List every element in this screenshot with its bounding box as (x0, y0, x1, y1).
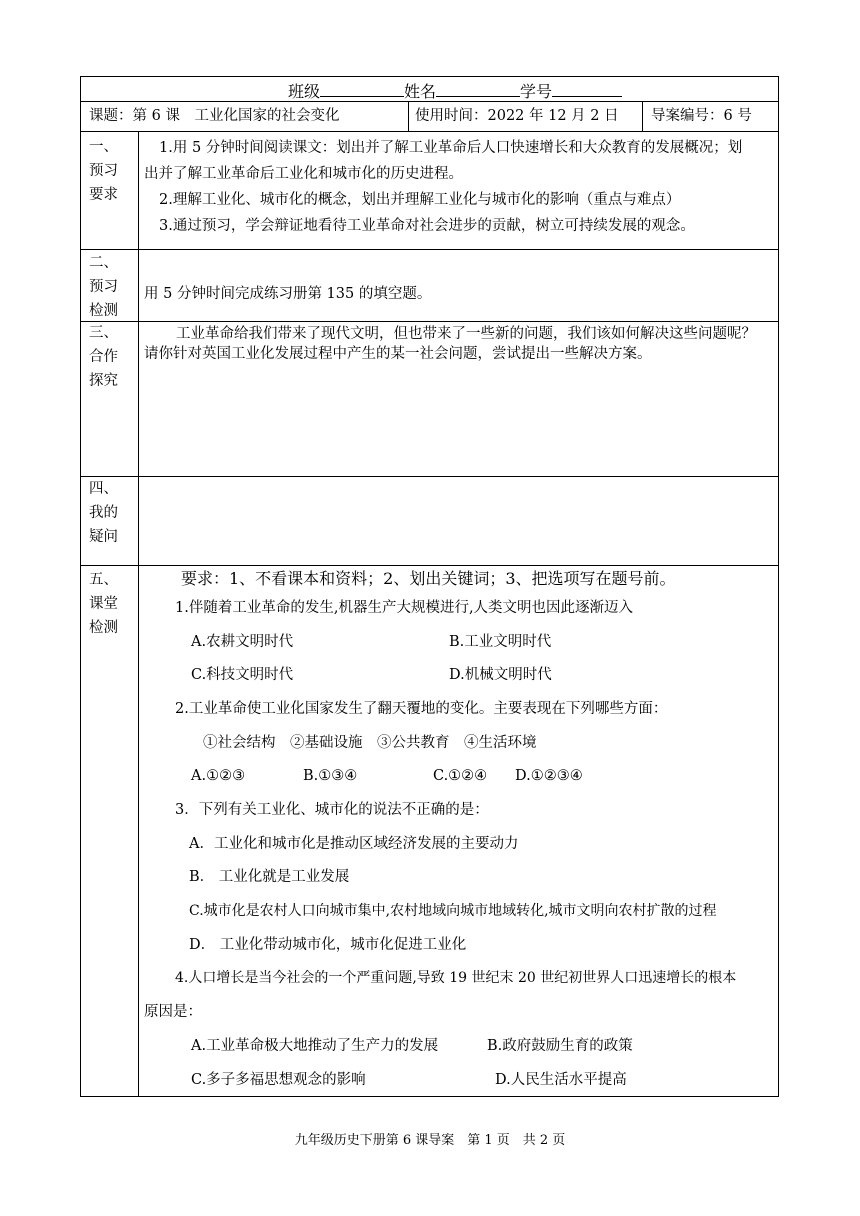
q1-option-c: C.科技文明时代 (191, 667, 294, 683)
q1-option-b: B.工业文明时代 (449, 634, 552, 650)
question-4-stem-cont: 原因是： (144, 1004, 202, 1020)
question-3-stem: 3．下列有关工业化、城市化的说法不正确的是： (175, 802, 489, 818)
q3-option-b: B． 工业化就是工业发展 (189, 869, 350, 885)
section-3-line: 工业革命给我们带来了现代文明，但也带来了一些新的问题，我们该如何解决这些问题呢？ (176, 326, 756, 342)
section-3-label: 三、 合作 探究 (89, 325, 118, 389)
q3-option-a: A．工业化和城市化是推动区域经济发展的主要动力 (189, 836, 519, 852)
date-text: 使用时间：2022 年 12 月 2 日 (415, 108, 619, 124)
q2-option-c: C.①②④ (433, 768, 488, 784)
section-1-line: 1.用 5 分钟时间阅读课文：划出并了解工业革命后人口快速增长和大众教育的发展概况；划 (159, 140, 743, 156)
plan-number-text: 导案编号：6 号 (651, 108, 752, 124)
section-1-line: 出并了解工业革命后工业化和城市化的历史进程。 (144, 166, 463, 182)
question-2-items: ①社会结构 ②基础设施 ③公共教育 ④生活环境 (203, 735, 537, 751)
name-label: 姓名 (404, 82, 437, 101)
class-blank[interactable] (320, 80, 404, 97)
q4-option-c: C.多子多福思想观念的影响 (191, 1072, 366, 1088)
name-blank[interactable] (436, 80, 520, 97)
section-3-line: 请你针对英国工业化发展过程中产生的某一社会问题，尝试提出一些解决方案。 (144, 346, 652, 362)
quiz-requirement: 要求：1、不看课本和资料；2、划出关键词；3、把选项写在题号前。 (181, 569, 676, 588)
row-divider (81, 321, 778, 322)
topic-text: 课题：第 6 课 工业化国家的社会变化 (89, 108, 340, 124)
q4-option-d: D.人民生活水平提高 (495, 1072, 627, 1088)
row-divider (81, 131, 778, 132)
q1-option-a: A.农耕文明时代 (191, 634, 294, 650)
label-col-divider (138, 131, 139, 1097)
q3-option-d: D． 工业化带动城市化，城市化促进工业化 (189, 937, 467, 953)
row-divider (81, 565, 778, 566)
row-divider (81, 249, 778, 250)
section-1-label: 一、 预习 要求 (89, 139, 118, 203)
section-1-line: 3.通过预习，学会辩证地看待工业革命对社会进步的贡献，树立可持续发展的观念。 (159, 218, 695, 234)
id-blank[interactable] (552, 80, 622, 97)
section-1-line: 2.理解工业化、城市化的概念，划出并理解工业化与城市化的影响（重点与难点） (159, 192, 681, 208)
q2-option-a: A.①②③ (191, 768, 246, 784)
question-1-stem: 1.伴随着工业革命的发生,机器生产大规模进行,人类文明也因此逐渐迈入 (175, 600, 634, 616)
q3-option-c: C.城市化是农村人口向城市集中,农村地域向城市地域转化,城市文明向农村扩散的过程 (189, 903, 717, 919)
q4-option-a: A.工业革命极大地推动了生产力的发展 (191, 1038, 439, 1054)
worksheet-table (80, 76, 779, 1097)
q4-option-b: B.政府鼓励生育的政策 (487, 1038, 633, 1054)
col-divider (408, 101, 409, 131)
q2-option-b: B.①③④ (303, 768, 358, 784)
question-2-stem: 2.工业革命使工业化国家发生了翻天覆地的变化。主要表现在下列哪些方面： (175, 701, 668, 717)
question-4-stem: 4.人口增长是当今社会的一个严重问题,导致 19 世纪末 20 世纪初世界人口迅速增长的根本 (175, 970, 737, 986)
section-2-text: 用 5 分钟时间完成练习册第 135 的填空题。 (144, 286, 432, 302)
section-2-label: 二、 预习 检测 (89, 255, 118, 319)
q2-option-d: D.①②③④ (515, 768, 583, 784)
col-divider (642, 101, 643, 131)
section-5-label: 五、 课堂 检测 (89, 572, 118, 636)
page-footer: 九年级历史下册第 6 课导案 第 1 页 共 2 页 (294, 1133, 566, 1148)
row-divider (81, 101, 778, 102)
header-fields (288, 80, 622, 101)
q1-option-d: D.机械文明时代 (449, 667, 552, 683)
section-4-label: 四、 我的 疑问 (89, 481, 118, 545)
id-label: 学号 (520, 82, 553, 101)
class-label: 班级 (288, 82, 321, 101)
row-divider (81, 476, 778, 477)
